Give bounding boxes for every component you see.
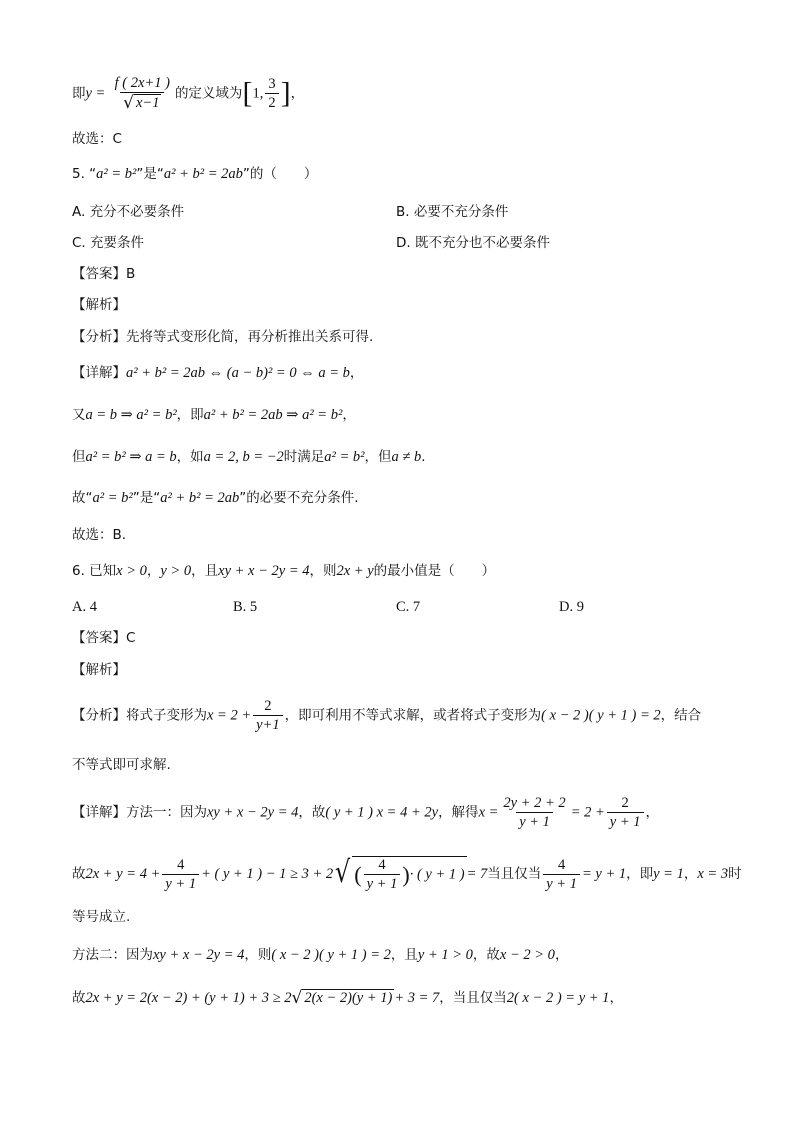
text: ”的必要不充分条件. [239,490,359,506]
math: a² + b² = 2ab ⇔ (a − b)² = 0 ⇔ a = b [126,365,350,381]
text: ，即 [626,866,654,882]
answer-tag: 【答案】 [72,266,126,282]
numerator: 2 [264,698,272,714]
math: = 2 + [570,804,605,821]
text: 故 [72,990,86,1006]
text: ， [290,85,305,102]
fenxi-tag: 【分析】 [72,329,126,345]
math: 2x + y [336,563,374,579]
math: x = [478,804,499,821]
choose-line: 故选：C [72,131,122,147]
math: a² = b² [324,449,365,465]
detail-tag: 【详解】 [72,804,126,821]
text: ，故 [298,804,326,821]
math: a² = b² [92,490,133,506]
math: x = 2 + [207,707,252,724]
text: 先将等式变形化简，再分析推出关系可得. [126,329,374,345]
detail-tag: 【详解】 [72,365,126,381]
q6-method1-line2 [72,856,742,892]
math: 2x + y = 2(x − 2) + (y + 1) + 3 ≥ 2 [85,990,292,1006]
text: ”是“ [132,490,161,506]
paren: ) [402,862,410,887]
fraction [500,795,568,830]
math: ( x − 2 )( y + 1 ) = 2 [271,947,391,963]
text: 方法一：因为 [126,804,207,821]
text: ，解得 [438,804,479,821]
text: 的最小值是（ ） [373,563,496,579]
text: ，且 [390,947,418,963]
sqrt [123,94,161,112]
text: 方法二：因为 [72,947,153,963]
text: ，即可利用不等式求解，或者将式子变形为 [284,707,542,724]
text: ， [146,563,161,579]
math: a² + b² = 2ab ⇒ a² = b² [203,407,343,423]
q6-option-b: B. 5 [233,599,258,615]
text: 的定义域为 [174,85,243,102]
math: y + 1 > 0 [417,947,473,963]
q6-option-c: C. 7 [396,599,421,615]
math: a = b ⇒ a² = b² [85,407,177,423]
domain-line [72,75,304,112]
math: ( x − 2 )( y + 1 ) = 2 [541,707,661,724]
fenxi-tag: 【分析】 [72,707,126,724]
q6-method2 [72,945,568,965]
numerator: 4 [557,856,566,873]
text: ，且 [191,563,219,579]
text: 又 [72,407,86,423]
q6-method2-line2 [72,988,623,1008]
text: ”是“ [136,166,164,182]
fraction [253,698,282,733]
bracket: ] [280,76,291,110]
numerator: f ( 2x+1 ) [114,75,170,91]
radical-sign: √ [335,855,351,890]
q6-analysis-tag: 【解析】 [72,662,126,678]
denominator: y + 1 [607,812,644,830]
q5-detail [72,363,363,383]
q6-stem [72,561,495,581]
denominator: y + 1 [516,812,553,830]
math: + 3 = 7 [394,990,440,1006]
math: a² = b² [96,166,137,182]
radicand: x−1 [135,95,160,111]
q6-option-a: A. 4 [72,599,97,615]
math: y = [85,85,106,102]
numerator: 3 [268,76,276,92]
text: 当且仅当 [487,866,542,882]
math: x − 2 > 0 [499,947,555,963]
math: · ( y + 1 ) [409,866,465,883]
text: . [421,449,426,465]
math: y = 1 [653,866,684,882]
q6-answer [72,628,135,648]
radicand [352,856,466,892]
numerator: 2y + 2 + 2 [503,795,566,811]
q6-option-d: D. 9 [559,599,584,615]
fraction [265,76,278,111]
radicand: 2(x − 2)(y + 1) [304,990,393,1006]
math: a² + b² = 2ab [160,490,240,506]
text: 5. “ [72,166,97,182]
math: xy + x − 2y = 4 [218,563,310,579]
q6-method1-line3: 等号成立. [72,909,131,925]
text: ，故 [472,947,500,963]
answer-value: B [126,266,136,282]
math: a ≠ b [391,449,422,465]
math: xy + x − 2y = 4 [153,947,245,963]
math: + ( y + 1 ) − 1 ≥ 3 + 2 [201,866,334,882]
text: 但 [72,449,86,465]
text: 即 [72,85,86,102]
math: x > 0 [116,563,147,579]
q5-fenxi [72,327,373,347]
q6-fenxi-2: 不等式即可求解. [72,757,171,773]
denominator: y + 1 [364,874,401,892]
numerator: 4 [378,857,386,873]
text: ， [683,866,698,882]
math: x = 3 [697,866,729,882]
math: 2x + y = 4 + [85,866,161,882]
fraction [112,75,173,112]
math: ( y + 1 ) x = 4 + 2y [325,804,439,821]
numerator: 4 [177,856,185,873]
text: 故“ [72,490,93,506]
sqrt [333,856,466,892]
q5-stem [72,164,317,184]
q5-detail-2 [72,405,356,425]
math: xy + x − 2y = 4 [207,804,299,821]
q5-option-d: D. 既不充分也不必要条件 [396,235,550,251]
bracket: [ [242,76,253,110]
text: 时满足 [283,449,325,465]
answer-tag: 【答案】 [72,630,126,646]
math: y > 0 [160,563,192,579]
q6-method1 [72,795,659,830]
paren: ( [354,862,362,887]
text: ，当且仅当 [439,990,507,1006]
q5-choose: 故选：B. [72,527,127,543]
denominator: y + 1 [543,874,580,892]
text: ， [554,947,569,963]
sqrt [291,989,394,1007]
text: ， [609,990,623,1006]
text: ，结合 [660,707,702,724]
math: 1, [252,85,264,102]
q5-analysis-tag: 【解析】 [72,297,126,313]
text: ”的（ ） [242,166,318,182]
text: 故 [72,866,86,882]
text: 将式子变形为 [126,707,207,724]
q5-option-c: C. 充要条件 [72,235,145,251]
text: 6. 已知 [72,563,117,579]
math: = y + 1 [581,866,627,882]
fraction [364,857,401,892]
fraction [607,795,644,830]
radical-sign: √ [291,988,303,1008]
fraction [543,857,580,892]
text: 时 [728,866,742,882]
fraction [162,857,199,892]
text: ，则 [309,563,337,579]
math: = 7 [466,866,488,882]
math: a² = b² ⇒ a = b [85,449,177,465]
text: ，即 [176,407,204,423]
q6-fenxi [72,698,701,733]
q5-option-b: B. 必要不充分条件 [396,204,509,220]
denominator: 2 [265,93,278,111]
math: a = 2, b = −2 [203,449,284,465]
denominator: y+1 [253,715,282,733]
text: ，如 [176,449,204,465]
text: ， [645,804,659,821]
math: a² + b² = 2ab [163,166,243,182]
denominator: y + 1 [162,874,199,892]
math: 2( x − 2 ) = y + 1 [506,990,610,1006]
radical-sign: √ [123,93,134,113]
denominator [120,92,164,112]
text: ，但 [364,449,392,465]
q5-detail-3 [72,447,426,467]
numerator: 2 [621,795,629,811]
answer-value: C [126,630,136,646]
text: ， [342,407,356,423]
text: ， [349,365,364,381]
text: ，则 [244,947,272,963]
q5-answer [72,264,135,284]
q5-detail-4 [72,488,359,508]
q5-option-a: A. 充分不必要条件 [72,204,185,220]
